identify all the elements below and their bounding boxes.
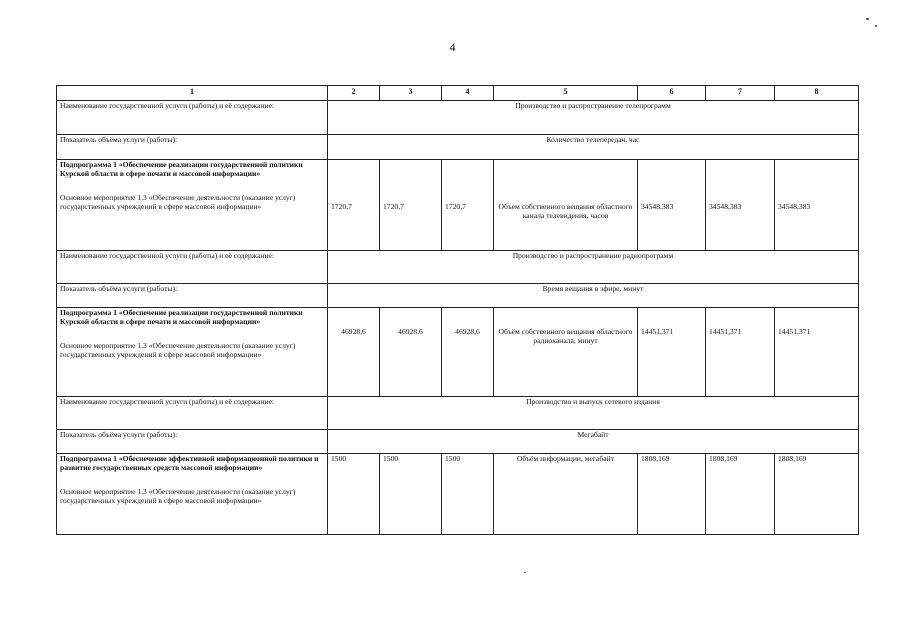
service-value: Производство и распространение телепрограмм — [328, 101, 859, 135]
value-col-6: 34548,383 — [638, 160, 706, 251]
service-row — [57, 251, 859, 284]
measure-text: Основное мероприятие 1.3 «Обеспечение деятельности (оказание услуг) государственных учреждений в сфере массовой информации» — [60, 192, 296, 211]
scan-speck — [866, 18, 869, 20]
page-number: 4 — [449, 40, 456, 54]
value-col-5: Объём собственного вещания областного радиоканала, минут — [494, 308, 638, 397]
value-col-2: 1500 — [328, 454, 380, 535]
column-header-row — [57, 86, 859, 101]
program-title: Подпрограмма 1 «Обеспечение реализации государственной политики Курской области в сфере печати и массовой информации» — [60, 308, 303, 326]
value-col-8: 34548,383 — [775, 160, 859, 251]
value-col-3: 1720,7 — [380, 160, 442, 251]
indicator-label: Показатель объёма услуги (работы): — [57, 135, 328, 160]
indicator-label: Показатель объёма услуги (работы): — [57, 430, 328, 454]
value-col-3: 1500 — [380, 454, 442, 535]
indicator-row — [57, 284, 859, 308]
program-row — [57, 308, 859, 397]
program-cell — [57, 308, 328, 397]
scan-speck — [524, 572, 526, 573]
column-header: 7 — [706, 86, 775, 101]
indicator-label: Показатель объёма услуги (работы): — [57, 284, 328, 308]
value-col-5: Объём информации, мегабайт — [494, 454, 638, 535]
service-row — [57, 101, 859, 135]
service-label: Наименование государственной услуги (работы) и её содержание: — [57, 397, 328, 430]
value-col-5: Объем собственного вещания областного канала телевидения, часов — [494, 160, 638, 251]
value-col-7: 14451,371 — [706, 308, 775, 397]
column-header: 4 — [442, 86, 494, 101]
measure-text: Основное мероприятие 1.3 «Обеспечение деятельности (оказание услуг) государственных учреждений в сфере массовой информации» — [60, 486, 296, 505]
services-table — [56, 85, 859, 535]
service-value: Производство и распространение радиопрограмм — [328, 251, 859, 284]
program-title: Подпрограмма 1 «Обеспечение реализации государственной политики Курской области в сфере печати и массовой информации» — [60, 160, 303, 178]
measure-text: Основное мероприятие 1.3 «Обеспечение деятельности (оказание услуг) государственных учреждений в сфере массовой информации» — [60, 340, 296, 359]
value-col-8: 1808,169 — [775, 454, 859, 535]
program-cell — [57, 160, 328, 251]
column-header: 3 — [380, 86, 442, 101]
service-label: Наименование государственной услуги (работы) и её содержание: — [57, 251, 328, 284]
value-col-4: 1720,7 — [442, 160, 494, 251]
value-col-6: 1808,169 — [638, 454, 706, 535]
program-row — [57, 160, 859, 251]
value-col-3: 46928,6 — [380, 308, 442, 397]
column-header: 5 — [494, 86, 638, 101]
column-header: 1 — [57, 86, 328, 101]
service-value: Производство и выпуск сетевого издания — [328, 397, 859, 430]
indicator-row — [57, 135, 859, 160]
indicator-row — [57, 430, 859, 454]
value-col-2: 46928,6 — [328, 308, 380, 397]
scan-speck — [875, 25, 877, 27]
value-col-6: 14451,371 — [638, 308, 706, 397]
column-header: 6 — [638, 86, 706, 101]
value-col-7: 34548,383 — [706, 160, 775, 251]
column-header: 8 — [775, 86, 859, 101]
service-row — [57, 397, 859, 430]
indicator-value: Количество телепередач, час — [328, 135, 859, 160]
value-col-8: 14451,371 — [775, 308, 859, 397]
value-col-7: 1808,169 — [706, 454, 775, 535]
program-title: Подпрограмма 1 «Обеспечение эффективной информационной политики и развитие государственных средств массовой информации» — [60, 454, 319, 472]
indicator-value: Время вещания в эфире, минут — [328, 284, 859, 308]
program-cell — [57, 454, 328, 535]
value-col-4: 46928,6 — [442, 308, 494, 397]
column-header: 2 — [328, 86, 380, 101]
service-label: Наименование государственной услуги (работы) и её содержание: — [57, 101, 328, 135]
program-row — [57, 454, 859, 535]
value-col-4: 1500 — [442, 454, 494, 535]
value-col-2: 1720,7 — [328, 160, 380, 251]
indicator-value: Мегабайт — [328, 430, 859, 454]
